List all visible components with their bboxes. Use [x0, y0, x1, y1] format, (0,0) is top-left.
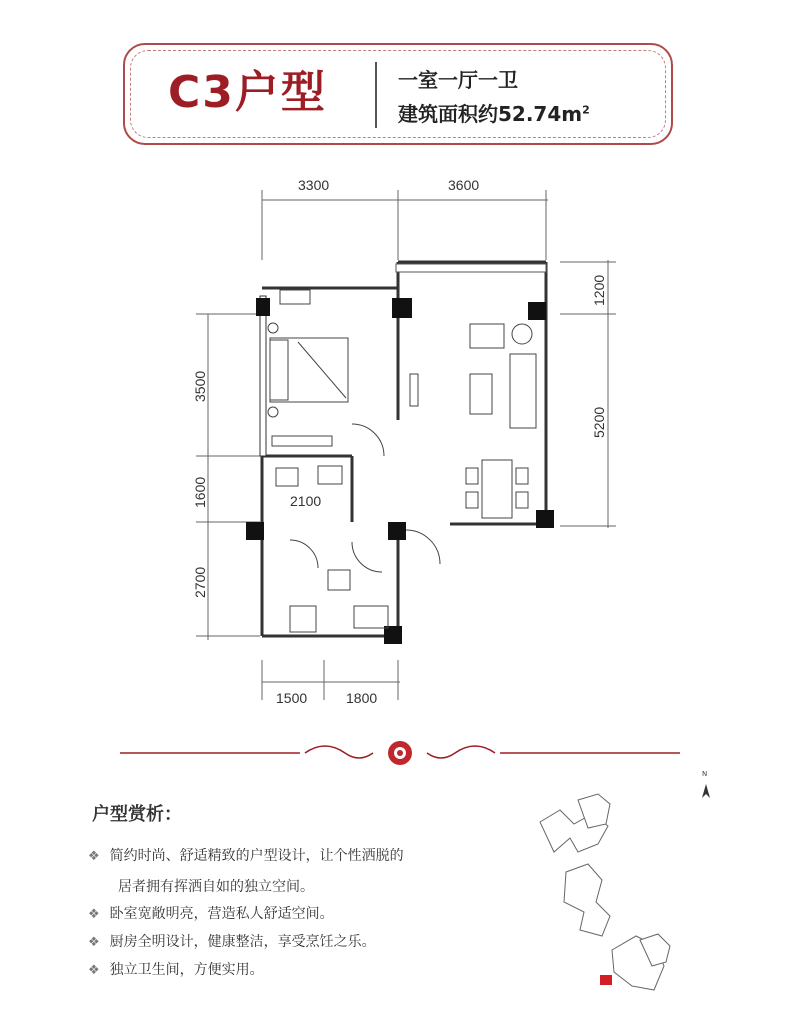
- dim-top-1: 3300: [298, 177, 330, 193]
- analysis-bullet-4: ❖ 独立卫生间，方便实用。: [88, 962, 264, 978]
- dim-bottom-2: 1800: [346, 690, 378, 706]
- bullet-marker-icon: ❖: [88, 935, 100, 950]
- area-unit-sup: 2: [582, 103, 590, 117]
- walls: [262, 262, 546, 636]
- dim-right-1: 1200: [591, 274, 607, 306]
- dim-right-2: 5200: [591, 406, 607, 438]
- unit-location-marker: [600, 975, 612, 985]
- wardrobe: [272, 436, 332, 446]
- bathroom-fixtures: [276, 290, 388, 632]
- dim-bottom-1: 1500: [276, 690, 308, 706]
- dim-left-3: 2700: [192, 566, 208, 598]
- dim-left-1: 3500: [192, 370, 208, 402]
- dim-left-2: 1600: [192, 476, 208, 508]
- bullet-marker-icon: ❖: [88, 907, 100, 922]
- analysis-bullet-1-cont: 居者拥有挥洒自如的独立空间。: [118, 879, 314, 895]
- divider-ornament: [120, 741, 680, 765]
- area-value: 建筑面积约52.74m: [398, 102, 583, 126]
- bullet-marker-icon: ❖: [88, 849, 100, 864]
- dim-inner: 2100: [290, 493, 322, 509]
- north-arrow-icon: [702, 784, 710, 798]
- room-layout-text: 一室一厅一卫: [398, 68, 518, 92]
- dim-top-2: 3600: [448, 177, 480, 193]
- bed: [268, 323, 348, 417]
- living-furniture: [410, 324, 536, 518]
- balcony-rail: [396, 264, 546, 272]
- analysis-title: 户型赏析：: [92, 804, 182, 825]
- analysis-bullet-2: ❖ 卧室宽敞明亮，营造私人舒适空间。: [88, 906, 334, 922]
- structural-columns: [246, 298, 554, 644]
- bedroom-window: [260, 296, 266, 456]
- unit-type-title: C3户型: [168, 67, 327, 118]
- analysis-bullet-1: ❖ 简约时尚、舒适精致的户型设计，让个性洒脱的: [88, 848, 404, 864]
- north-label: N: [702, 770, 708, 778]
- site-plan: [540, 794, 670, 990]
- bullet-marker-icon: ❖: [88, 963, 100, 978]
- analysis-bullet-3: ❖ 厨房全明设计，健康整洁，享受烹饪之乐。: [88, 934, 376, 950]
